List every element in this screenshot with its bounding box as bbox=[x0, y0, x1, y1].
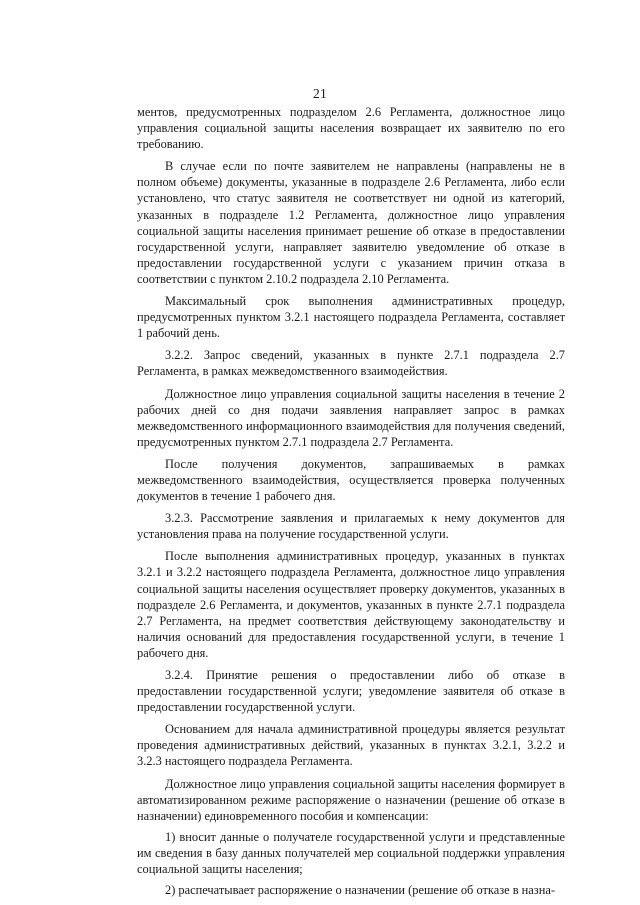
paragraph: Должностное лицо управления социальной защиты населения в течение 2 рабочих дней со дня подачи заявления направляет запрос в рамках межведомственного информационного взаимодействия для получения сведений, предусмотренных пунктом 2.7.1 подраздела 2.7 Регламента. bbox=[137, 386, 565, 449]
paragraph: Основанием для начала административной процедуры является результат проведения административных действий, указанных в пунктах 3.2.1, 3.2.2 и 3.2.3 настоящего подраздела Регламента. bbox=[137, 722, 565, 769]
paragraph: Максимальный срок выполнения административных процедур, предусмотренных пунктом 3.2.1 настоящего подраздела Регламента, составляет 1 рабочий день. bbox=[137, 294, 565, 341]
page-number: 21 bbox=[312, 86, 328, 101]
paragraph: Должностное лицо управления социальной защиты населения формирует в автоматизированном режиме распоряжение о назначении (решение об отказе в назначении) единовременного пособия и компенсации: bbox=[137, 776, 565, 823]
paragraph: После выполнения административных процедур, указанных в пунктах 3.2.1 и 3.2.2 настоящего подраздела Регламента, должностное лицо управления социальной защиты населения осуществляет проверку документов, указанных в подразделе 2.6 Регламента, и документов, указанных в пункте 2.7.1 подраздела 2.7 Регламента, на предмет соответствия действующему законодательству и наличия оснований для предоставления государственной услуги, в течение 1 рабочего дня. bbox=[137, 549, 565, 660]
list-item: 1) вносит данные о получателе государственной услуги и представленные им сведения в базу данных получателей мер социальной поддержки управления социальной защиты населения; bbox=[137, 829, 565, 877]
section-heading-3-2-3: 3.2.3. Рассмотрение заявления и прилагаемых к нему документов для установления права на получение государственной услуги. bbox=[137, 511, 565, 542]
section-heading-3-2-2: 3.2.2. Запрос сведений, указанных в пункте 2.7.1 подраздела 2.7 Регламента, в рамках межведомственного взаимодействия. bbox=[137, 348, 565, 379]
document-body bbox=[137, 104, 565, 903]
paragraph: После получения документов, запрашиваемых в рамках межведомственного взаимодействия, осуществляется проверка полученных документов в течение 1 рабочего дня. bbox=[137, 456, 565, 504]
paragraph: В случае если по почте заявителем не направлены (направлены не в полном объеме) документы, указанные в подразделе 2.6 Регламента, либо если установлено, что статус заявителя не соответствует ни одной из категорий, указанных в подразделе 1.2 Регламента, должностное лицо управления социальной защиты населения принимает решение об отказе в предоставлении государственной услуги, направляет заявителю уведомление об отказе в предоставлении государственной услуги с указанием причин отказа в соответствии с пунктом 2.10.2 подраздела 2.10 Регламента. bbox=[137, 159, 565, 286]
section-heading-3-2-4: 3.2.4. Принятие решения о предоставлении либо об отказе в предоставлении государственной услуги; уведомление заявителя об отказе в предоставлении государственной услуги. bbox=[137, 668, 565, 715]
list-item: 2) распечатывает распоряжение о назначении (решение об отказе в назна- bbox=[165, 883, 555, 898]
paragraph-continuation: ментов, предусмотренных подразделом 2.6 Регламента, должностное лицо управления социальной защиты населения возвращает их заявителю по его требованию. bbox=[137, 105, 565, 152]
